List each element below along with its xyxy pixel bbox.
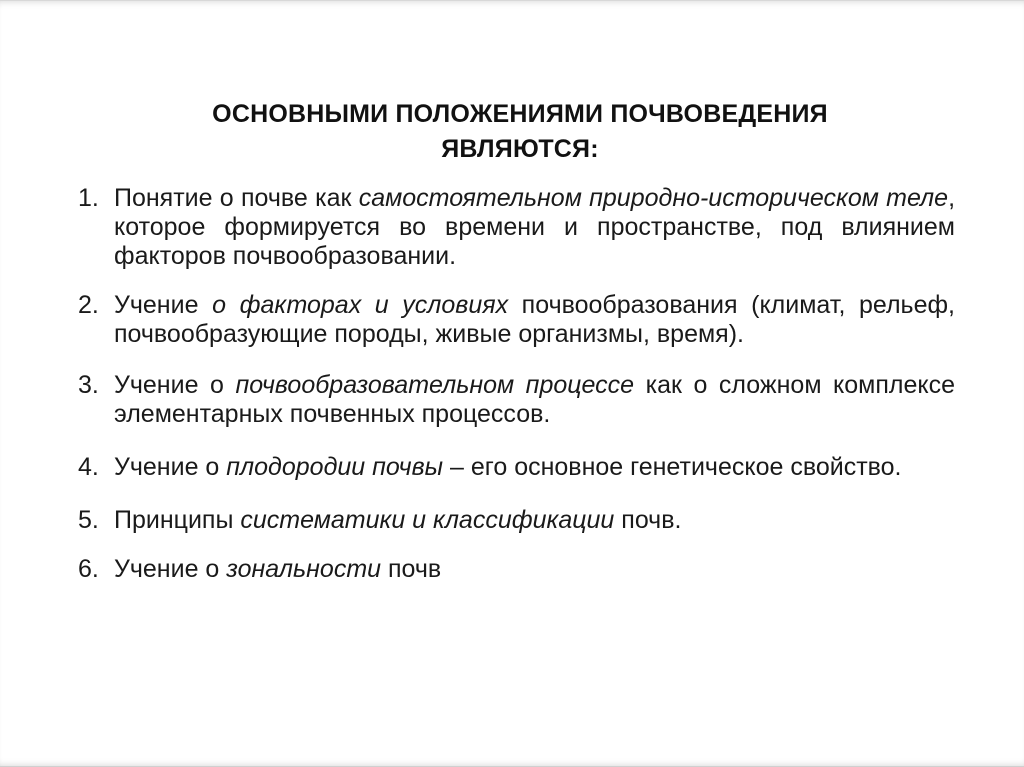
list-item [78,291,955,349]
item-text: Учение о [114,371,236,399]
item-emphasis: плодородии почвы [226,453,444,481]
item-text: как о сложном комплексе элементарных почвенных процессов. [114,371,956,428]
item-text: Учение [114,291,213,319]
item-emphasis: самостоятельном природно-историческом теле [358,184,949,212]
list-item [78,371,955,429]
page-title [60,97,980,167]
item-text: Принципы [114,506,241,534]
item-text: Учение о [114,555,227,583]
list-item [78,184,955,271]
item-number: 1. [78,184,99,212]
item-number: 6. [78,555,99,583]
item-emphasis: почвообразовательном процессе [235,371,635,399]
principles-list [78,184,955,584]
item-text: Понятие о почве как [114,184,359,212]
item-text: почв. [614,506,682,534]
list-item [78,506,955,535]
item-text: почв [381,555,442,583]
item-emphasis: систематики и классификации [240,506,615,534]
item-number: 4. [78,453,99,481]
item-emphasis: зональности [226,555,382,583]
title-line-1: ОСНОВНЫМИ ПОЛОЖЕНИЯМИ ПОЧВОВЕДЕНИЯ [212,100,828,128]
list-item [78,453,955,482]
item-number: 2. [78,291,99,319]
item-number: 5. [78,506,99,534]
item-emphasis: о факторах и условиях [212,291,509,319]
item-text: Учение о [114,453,227,481]
title-line-2: ЯВЛЯЮТСЯ: [441,135,599,163]
item-text: , которое формируется во времени и пространстве, под влиянием факторов почвообразовании. [114,184,956,270]
item-text: – его основное генетическое свойство. [443,453,902,481]
item-text: почвообразования (климат, рельеф, почвообразующие породы, живые организмы, время). [114,291,955,348]
item-number: 3. [78,371,99,399]
list-item [78,555,955,584]
